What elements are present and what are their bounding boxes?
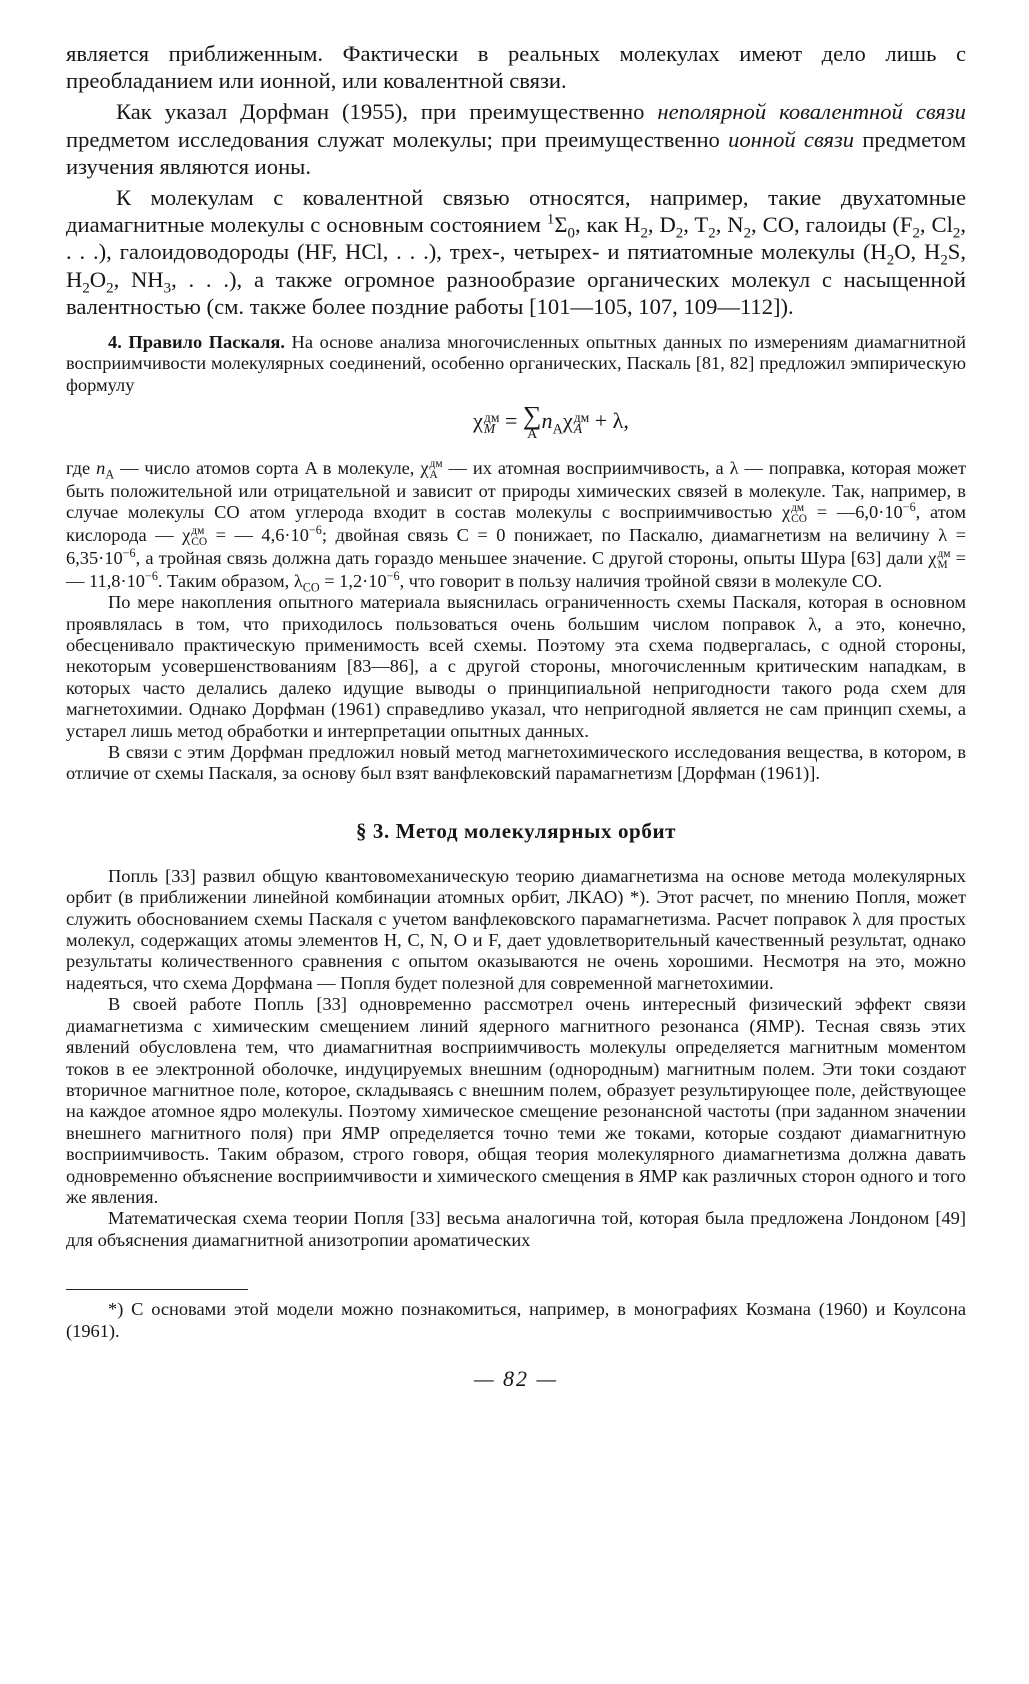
paragraph-pascal-rule: 4. Правило Паскаля. На основе анализа многочисленных опытных данных по измерениям диамагнитной восприимчивости молекулярных соединений, особенно органических, Паскаль [81, 82] предложил эмпирическую формулу [66, 332, 966, 395]
footnote-divider [66, 1289, 248, 1290]
page-number: — 82 — [473, 1366, 559, 1392]
footnote: *) С основами этой модели можно познакомиться, например, в монографиях Козмана (1960) и Коулсона (1961). [66, 1299, 966, 1342]
section-title: § 3. Метод молекулярных орбит [355, 818, 677, 843]
paragraph-covalent: К молекулам с ковалентной связью относятся, например, такие двухатомные диамагнитные молекулы с основным состоянием $^1\Sigma_0$, как $H_2$, $D_2$, $T_2$, $N_2$, CO, галоиды ($F_2$, $Cl_2$, . . .), галоидоводороды (HF, HCl, . . .), трех-, четырех- и пятиатомные молекулы ($H_2O$, $H_2S$, $H_2O_2$, $NH_3$, . . .), а также огромное разнообразие органических молекул с насыщенной валентностью (см. также более поздние работы [101—105, 107, 109—112]). [66, 185, 966, 319]
paragraph-new-method: В связи с этим Дорфман предложил новый метод магнетохимического исследования вещества, в котором, в отличие от схемы Паскаля, за основу был взят ванфлековский парамагнетизм [Дорфман (1961)]. [66, 742, 966, 784]
paragraph-where: где $n_A$ — число атомов сорта A в молекуле, χ дм A — их атомная восприимчивость, а λ — поправка, которая может быть положительной или отрицательной и зависит от природы химических связей в молекуле. Так, например, в случае молекулы CO атом углерода входит в состав молекулы с восприимчивостью χ дм CO = $—6,0\cdot 10^{-6}$, атом кислорода — χ дм CO = — $4,6\cdot 10^{-6}$; двойная связь C = 0 понижает, по Паскалю, диамагнетизм на величину $\lambda = 6,35\cdot 10^{-6}$, а тройная связь должна дать гораздо меньшее значение. С другой стороны, опыты Шура [63] дали χ дм M = — $11,8\cdot 10^{-6}$. Таким образом, $\lambda_{CO} = 1,2\cdot 10^{-6}$, что говорит в пользу наличия тройной связи в молекуле CO. [66, 458, 966, 595]
paragraph-accumulation: По мере накопления опытного материала выяснилась ограниченность схемы Паскаля, которая в основном проявлялась в том, что приходилось пользоваться очень большим числом поправок λ, а это, конечно, обесценивало практическую применимость всей схемы. Поэтому эта схема подвергалась, с одной стороны, некоторым усовершенствованиям [83—86], а с другой стороны, многочисленным критическим нападкам, в которых часто делались далеко идущие выводы о принципиальной непригодности такого рода схем для магнетохимии. Однако Дорфман (1961) справедливо указал, что непригодной является не сам принцип схемы, а устарел лишь метод обработки и интерпретации опытных данных. [66, 592, 966, 741]
paragraph-intro: является приближенным. Фактически в реальных молекулах имеют дело лишь с преобладанием или ионной, или ковалентной связи. [66, 41, 966, 94]
paragraph-dorfman: Как указал Дорфман (1955), при преимущественно неполярной ковалентной связи предметом исследования служат молекулы; при преимущественно ионной связи предметом изучения являются ионы. [66, 99, 966, 179]
rule-heading: 4. Правило Паскаля. [108, 332, 285, 353]
paragraph-pople-1: Попль [33] развил общую квантовомеханическую теорию диамагнетизма на основе метода молекулярных орбит (в приближении линейной комбинации атомных орбит, ЛКАО) *). Этот расчет, по мнению Попля, может служить обоснованием схемы Паскаля с учетом ванфлековского парамагнетизма. Расчет поправок λ для простых молекул, содержащих атомы элементов H, C, N, O и F, дает удовлетворительный качественный результат, однако результаты количественного сравнения с опытом оказываются не очень хорошими. Несмотря на это, можно надеяться, что схема Дорфмана — Попля будет полезной для современной магнетохимии. [66, 865, 966, 993]
pascal-formula: χ дм M = ∑ A $n_A\chi$ дм A + λ, [473, 401, 629, 443]
paragraph-pople-3: Математическая схема теории Попля [33] весьма аналогична той, которая была предложена Лондоном [49] для объяснения диамагнитной анизотропии ароматических [66, 1208, 966, 1250]
paragraph-pople-2: В своей работе Попль [33] одновременно рассмотрел очень интересный физический эффект связи диамагнетизма с химическим смещением линий ядерного магнитного резонанса (ЯМР). Тесная связь этих явлений обусловлена тем, что диамагнитная восприимчивость молекулы определяется магнитным моментом токов в ее электронной оболочке, индуцируемых внешним (однородным) магнитным полем. Эти токи создают вторичное магнитное поле, которое, складываясь с внешним полем, образует результирующее поле, действующее на каждое атомное ядро молекулы. Поэтому химическое смещение резонансной частоты (при заданном значении внешнего магнитного поля) при ЯМР определяется точно теми же токами, которые создают диамагнитную восприимчивость. Таким образом, строго говоря, общая теория молекулярного диамагнетизма должна давать одновременно объяснение восприимчивости и химического смещения в ЯМР как различных сторон одного и того же явления. [66, 994, 966, 1207]
page [66, 40, 966, 1392]
